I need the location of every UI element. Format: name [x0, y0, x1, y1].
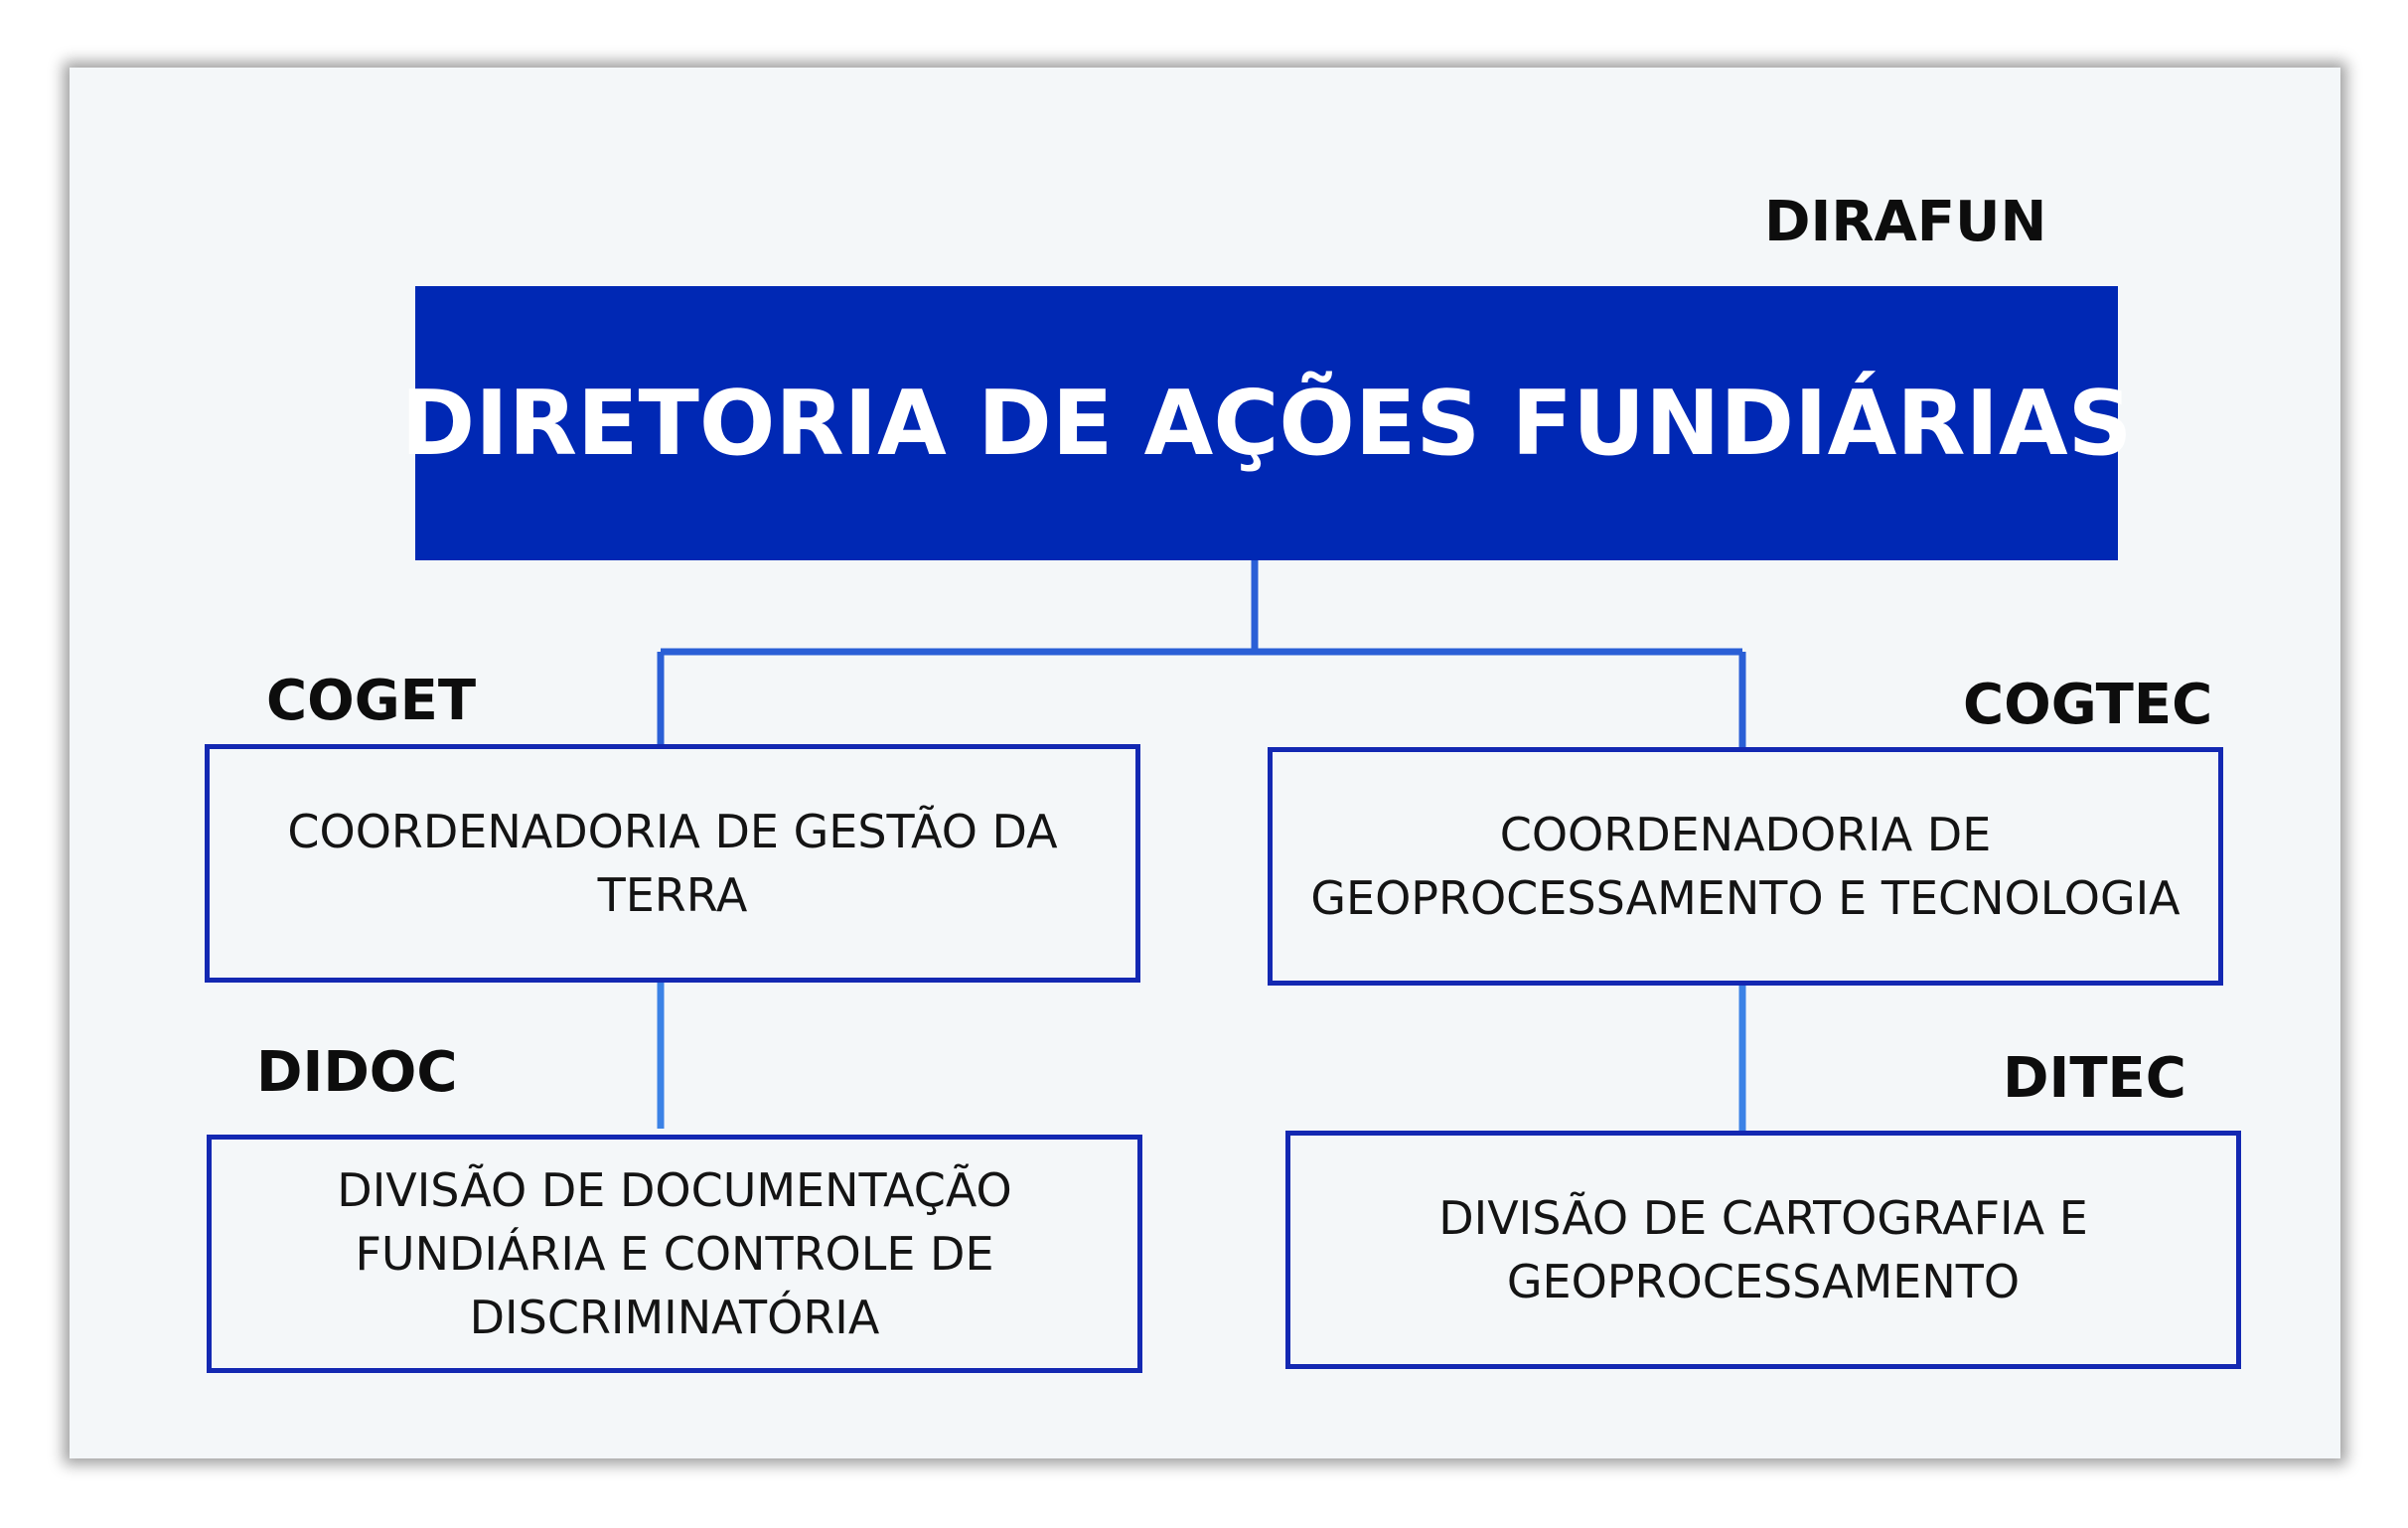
left-child-title: DIVISÃO DE DOCUMENTAÇÃO FUNDIÁRIA E CONTROLE DE DISCRIMINATÓRIA [337, 1163, 1012, 1344]
right-child-abbreviation: DITEC [2003, 1046, 2186, 1111]
right-abbreviation: COGTEC [1963, 673, 2213, 737]
root-abbreviation: DIRAFUN [1764, 190, 2047, 254]
root-title: DIRETORIA DE AÇÕES FUNDIÁRIAS [400, 371, 2133, 476]
right-box [1268, 747, 2223, 986]
right-child-box [1285, 1131, 2241, 1369]
right-child-title: DIVISÃO DE CARTOGRAFIA E GEOPROCESSAMENTO [1438, 1191, 2088, 1308]
root-box [400, 286, 2133, 560]
left-title: COORDENADORIA DE GESTÃO DA TERRA [287, 805, 1058, 922]
left-child-box [207, 1135, 1142, 1373]
left-child-abbreviation: DIDOC [256, 1040, 458, 1105]
left-box [205, 744, 1140, 983]
right-title: COORDENADORIA DE GEOPROCESSAMENTO E TECNOLOGIA [1310, 808, 2181, 925]
left-abbreviation: COGET [266, 669, 477, 733]
